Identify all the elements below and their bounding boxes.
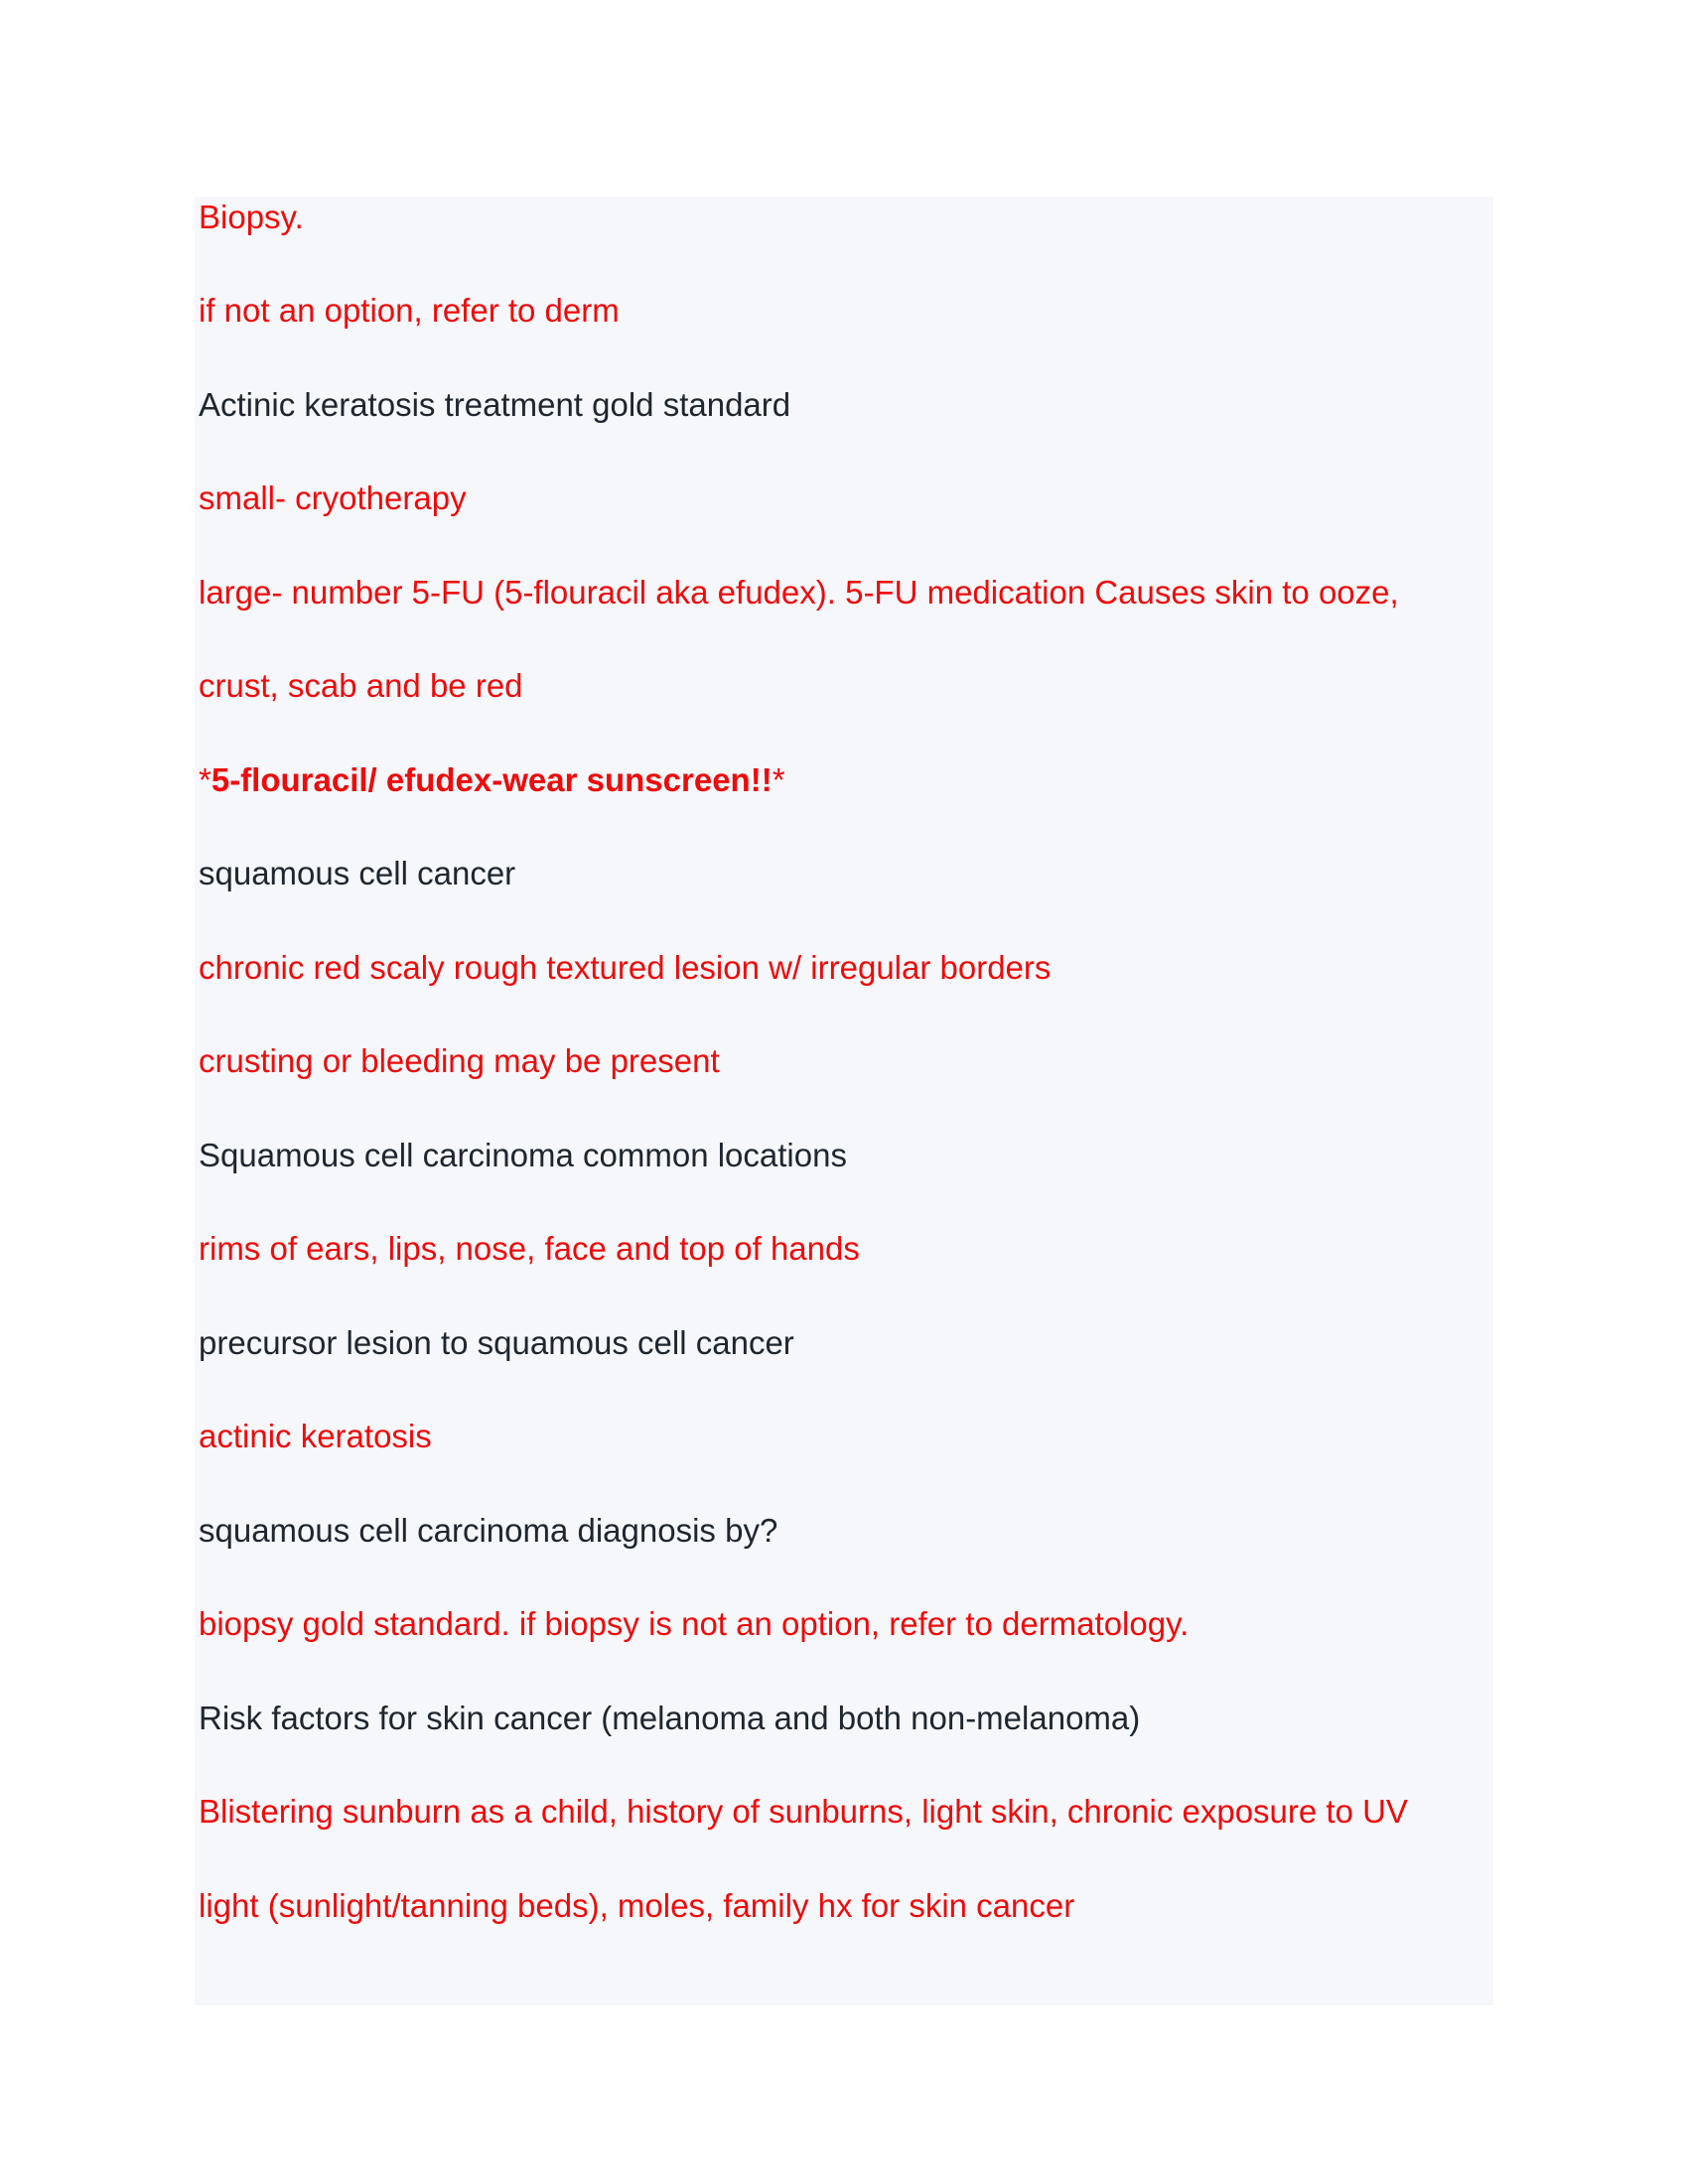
text-line: crust, scab and be red: [199, 667, 523, 704]
text-line-emphasis: [199, 751, 785, 810]
text-line: chronic red scaly rough textured lesion w/ irregular borders: [199, 949, 1052, 986]
text-line: Squamous cell carcinoma common locations: [199, 1137, 847, 1173]
text-line: Blistering sunburn as a child, history of sunburns, light skin, chronic exposure to UV: [199, 1793, 1408, 1830]
bold-text: 5-flouracil/ efudex-wear sunscreen!!: [211, 761, 773, 798]
text-line: large- number 5-FU (5-flouracil aka efudex). 5-FU medication Causes skin to ooze,: [199, 574, 1399, 611]
text-line: if not an option, refer to derm: [199, 292, 620, 329]
text-line: Risk factors for skin cancer (melanoma and both non-melanoma): [199, 1700, 1141, 1736]
text-line: squamous cell carcinoma diagnosis by?: [199, 1512, 778, 1549]
text-line: squamous cell cancer: [199, 855, 516, 891]
text-line: Actinic keratosis treatment gold standard: [199, 386, 791, 423]
text-line: small- cryotherapy: [199, 479, 467, 516]
text-line: Biopsy.: [199, 199, 304, 235]
asterisk: *: [772, 761, 785, 798]
text-line: crusting or bleeding may be present: [199, 1042, 720, 1079]
asterisk: *: [199, 761, 211, 798]
text-line: biopsy gold standard. if biopsy is not an option, refer to dermatology.: [199, 1605, 1190, 1642]
text-line: light (sunlight/tanning beds), moles, family hx for skin cancer: [199, 1887, 1075, 1924]
text-line: rims of ears, lips, nose, face and top of hands: [199, 1230, 860, 1267]
text-line: actinic keratosis: [199, 1418, 432, 1454]
text-line: precursor lesion to squamous cell cancer: [199, 1324, 794, 1361]
